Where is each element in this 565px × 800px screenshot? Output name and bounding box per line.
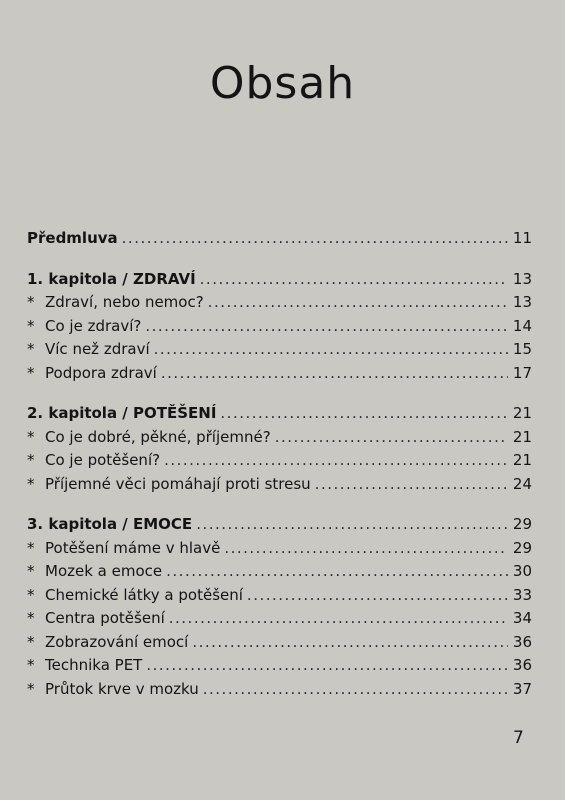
dot-leader — [154, 338, 508, 362]
dot-leader — [203, 678, 508, 702]
toc-item[interactable] — [27, 362, 532, 386]
page-number: 7 — [513, 728, 524, 748]
toc-item-label: Potěšení máme v hlavě — [45, 538, 221, 557]
asterisk-bullet-icon: * — [27, 632, 35, 651]
toc-item-page: 15 — [512, 340, 532, 358]
toc-item[interactable] — [27, 338, 532, 362]
toc-item[interactable] — [27, 426, 532, 450]
chapter-page: 21 — [512, 404, 532, 422]
chapter-label: 1. kapitola / ZDRAVÍ — [27, 269, 196, 288]
chapter-page: 29 — [512, 515, 532, 533]
toc-item-page: 36 — [512, 632, 532, 651]
asterisk-bullet-icon: * — [27, 609, 35, 627]
asterisk-bullet-icon: * — [27, 656, 35, 674]
dot-leader — [200, 268, 508, 292]
toc-item-label: Zdraví, nebo nemoc? — [45, 293, 204, 311]
toc-item-label: Chemické látky a potěšení — [45, 585, 243, 604]
asterisk-bullet-icon: * — [27, 474, 35, 493]
asterisk-bullet-icon: * — [27, 316, 35, 335]
toc-item[interactable] — [27, 473, 532, 497]
toc-item-page: 34 — [512, 609, 532, 627]
toc-item-page: 14 — [512, 316, 532, 335]
toc-item[interactable] — [27, 607, 532, 631]
dot-leader — [224, 537, 508, 561]
toc-item-label: Mozek a emoce — [45, 562, 163, 580]
toc-item[interactable] — [27, 315, 532, 339]
asterisk-bullet-icon: * — [27, 585, 35, 604]
dot-leader — [315, 473, 508, 497]
toc-item-page: 21 — [512, 427, 532, 446]
toc-item-page: 30 — [512, 562, 532, 580]
dot-leader — [166, 560, 508, 584]
dot-leader — [169, 607, 508, 631]
toc-item-page: 36 — [512, 656, 532, 674]
toc-entry-label: Předmluva — [27, 229, 118, 247]
toc-item[interactable] — [27, 678, 532, 702]
toc-item-label: Co je zdraví? — [45, 316, 142, 335]
toc-item-page: 21 — [512, 451, 532, 469]
dot-leader — [196, 513, 508, 537]
toc-item-label: Co je potěšení? — [45, 451, 161, 469]
toc-item-label: Zobrazování emocí — [45, 632, 189, 651]
toc-item-label: Centra potěšení — [45, 609, 165, 627]
toc-item-label: Průtok krve v mozku — [45, 679, 199, 698]
table-of-contents — [27, 227, 532, 701]
toc-entry-page: 11 — [512, 229, 532, 247]
dot-leader — [220, 402, 508, 426]
dot-leader — [275, 426, 508, 450]
chapter-page: 13 — [512, 269, 532, 288]
toc-item-label: Co je dobré, pěkné, příjemné? — [45, 427, 271, 446]
asterisk-bullet-icon: * — [27, 427, 35, 446]
asterisk-bullet-icon: * — [27, 340, 35, 358]
toc-item-page: 33 — [512, 585, 532, 604]
dot-leader — [161, 362, 508, 386]
toc-item-page: 29 — [512, 538, 532, 557]
dot-leader — [145, 315, 508, 339]
asterisk-bullet-icon: * — [27, 451, 35, 469]
toc-item-label: Technika PET — [45, 656, 143, 674]
toc-item-label: Víc než zdraví — [45, 340, 150, 358]
toc-item[interactable] — [27, 291, 532, 315]
toc-item-page: 24 — [512, 474, 532, 493]
toc-item[interactable] — [27, 537, 532, 561]
dot-leader — [164, 449, 508, 473]
dot-leader — [146, 654, 508, 678]
toc-chapter-1[interactable] — [27, 268, 532, 292]
chapter-label: 3. kapitola / EMOCE — [27, 515, 193, 533]
chapter-label: 2. kapitola / POTĚŠENÍ — [27, 404, 217, 422]
asterisk-bullet-icon: * — [27, 538, 35, 557]
toc-item[interactable] — [27, 449, 532, 473]
toc-item[interactable] — [27, 584, 532, 608]
dot-leader — [247, 584, 508, 608]
asterisk-bullet-icon: * — [27, 679, 35, 698]
toc-chapter-3[interactable] — [27, 513, 532, 537]
dot-leader — [122, 227, 508, 251]
toc-item[interactable] — [27, 560, 532, 584]
toc-item-page: 17 — [512, 363, 532, 382]
toc-item[interactable] — [27, 631, 532, 655]
dot-leader — [208, 291, 508, 315]
page-title: Obsah — [209, 58, 356, 109]
toc-item-label: Příjemné věci pomáhají proti stresu — [45, 474, 311, 493]
toc-item-page: 37 — [512, 679, 532, 698]
asterisk-bullet-icon: * — [27, 293, 35, 311]
asterisk-bullet-icon: * — [27, 562, 35, 580]
dot-leader — [192, 631, 508, 655]
toc-entry-preface[interactable] — [27, 227, 532, 251]
toc-item-label: Podpora zdraví — [45, 363, 157, 382]
toc-chapter-2[interactable] — [27, 402, 532, 426]
asterisk-bullet-icon: * — [27, 363, 35, 382]
toc-item-page: 13 — [512, 293, 532, 311]
toc-item[interactable] — [27, 654, 532, 678]
